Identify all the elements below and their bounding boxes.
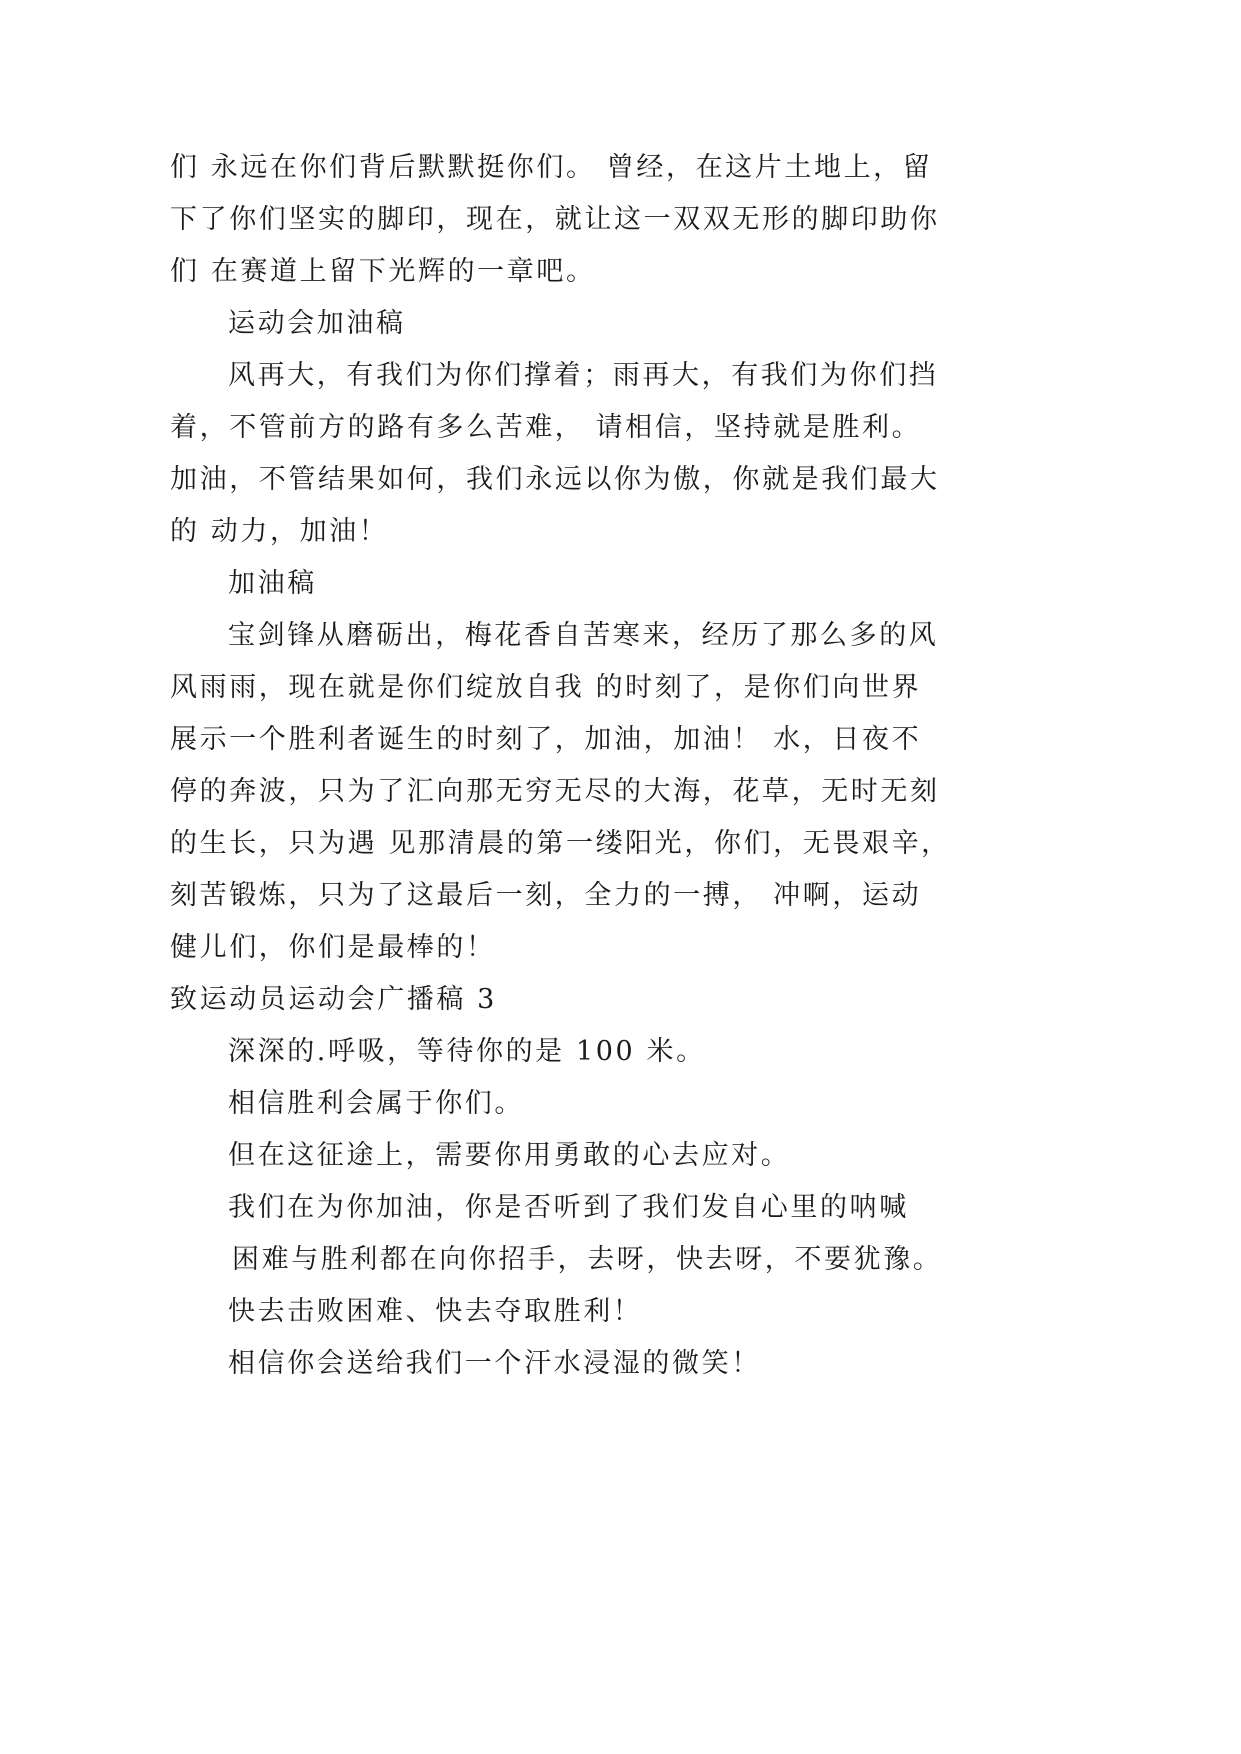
paragraph-line: 我们在为你加油，你是否听到了我们发自心里的呐喊 bbox=[228, 1192, 909, 1223]
paragraph-line: 的生长，只为遇 见那清晨的第一缕阳光，你们，无畏艰辛， bbox=[170, 828, 951, 859]
paragraph-line: 但在这征途上，需要你用勇敢的心去应对。 bbox=[228, 1140, 791, 1171]
paragraph-line: 风再大，有我们为你们撑着；雨再大，有我们为你们挡 bbox=[228, 360, 939, 391]
paragraph-line: 们 在赛道上留下光辉的一章吧。 bbox=[170, 256, 596, 287]
section-heading: 运动会加油稿 bbox=[228, 308, 406, 339]
paragraph-line: 着，不管前方的路有多么苦难， 请相信，坚持就是胜利。 bbox=[170, 412, 922, 443]
paragraph-line: 快去击败困难、快去夺取胜利！ bbox=[228, 1296, 643, 1327]
paragraph-line: 风雨雨，现在就是你们绽放自我 的时刻了，是你们向世界 bbox=[170, 672, 922, 703]
paragraph-line: 的 动力，加油！ bbox=[170, 516, 389, 547]
paragraph-line: 健儿们，你们是最棒的！ bbox=[170, 932, 496, 963]
paragraph-line: 们 永远在你们背后默默挺你们。 曾经，在这片土地上，留 bbox=[170, 152, 933, 183]
paragraph-line: 相信胜利会属于你们。 bbox=[228, 1088, 524, 1119]
section-heading: 加油稿 bbox=[228, 568, 317, 599]
paragraph-line: 下了你们坚实的脚印，现在，就让这一双双无形的脚印助你 bbox=[170, 204, 940, 235]
paragraph-line: 加油，不管结果如何，我们永远以你为傲，你就是我们最大 bbox=[170, 464, 940, 495]
document-title: 致运动员运动会广播稿 3 bbox=[170, 984, 497, 1015]
paragraph-line: 宝剑锋从磨砺出，梅花香自苦寒来，经历了那么多的风 bbox=[228, 620, 939, 651]
paragraph-line: 深深的.呼吸，等待你的是 100 米。 bbox=[228, 1036, 706, 1067]
paragraph-line: 困难与胜利都在向你招手，去呀，快去呀，不要犹豫。 bbox=[232, 1244, 943, 1275]
paragraph-line: 刻苦锻炼，只为了这最后一刻，全力的一搏， 冲啊，运动 bbox=[170, 880, 922, 911]
paragraph-line: 展示一个胜利者诞生的时刻了，加油，加油！ 水，日夜不 bbox=[170, 724, 922, 755]
paragraph-line: 相信你会送给我们一个汗水浸湿的微笑！ bbox=[228, 1348, 761, 1379]
paragraph-line: 停的奔波，只为了汇向那无穷无尽的大海，花草，无时无刻 bbox=[170, 776, 940, 807]
